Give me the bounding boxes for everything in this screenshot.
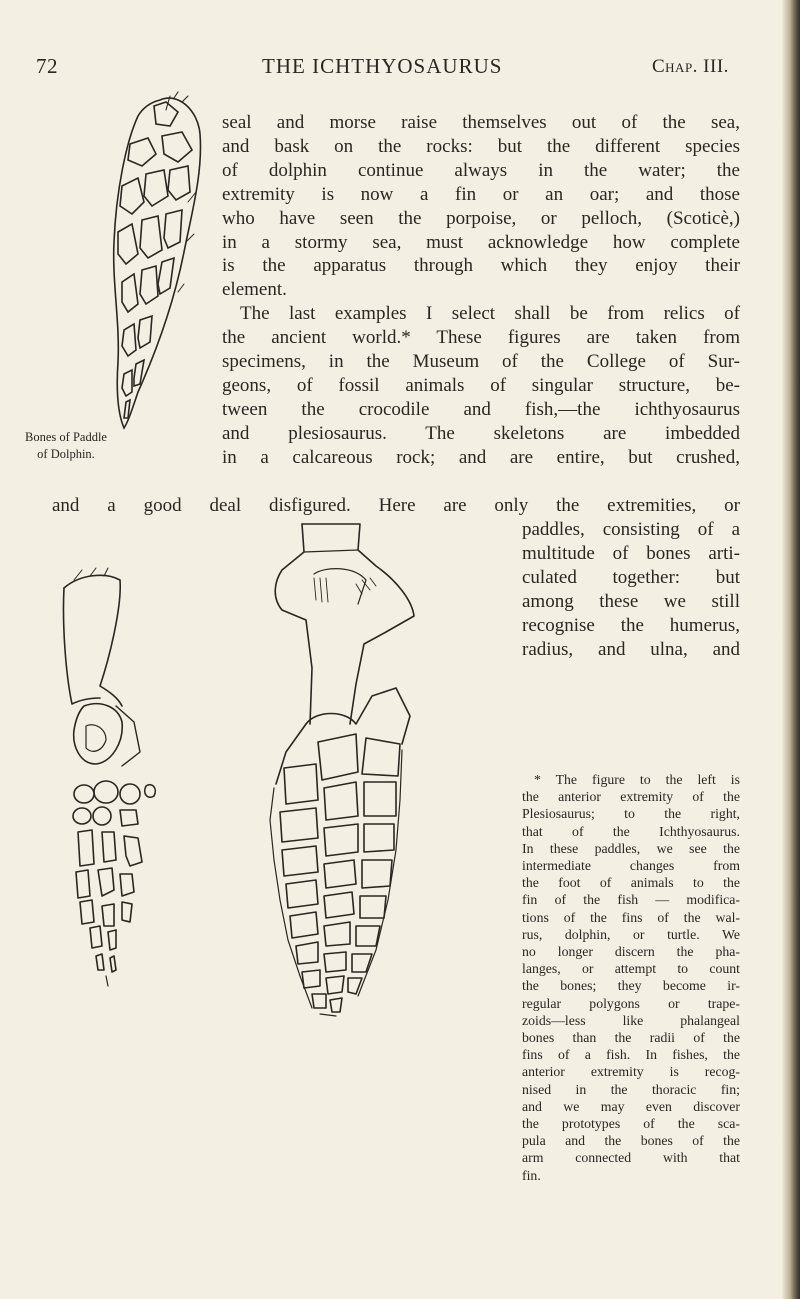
text-line: who have seen the porpoise, or pelloch, (Scoticè,) xyxy=(222,207,740,229)
footnote-line: intermediate changes from xyxy=(522,858,740,874)
text-line: paddles, consisting of a xyxy=(522,519,740,540)
footnote-line: zoids—less like phalangeal xyxy=(522,1012,740,1028)
text-line: and plesiosaurus. The skeletons are imbedded xyxy=(222,422,740,444)
footnote-line: fin. xyxy=(522,1167,541,1183)
footnote xyxy=(522,771,740,1184)
footnote-line: langes, or attempt to count xyxy=(522,961,740,977)
footnote-line: In these paddles, we see the xyxy=(522,840,740,856)
right-column-paragraph xyxy=(522,518,740,661)
footnote-line: no longer discern the pha- xyxy=(522,944,740,960)
dolphin-figure-caption xyxy=(20,429,112,463)
text-line: element. xyxy=(222,279,287,301)
footnote-line: the anterior extremity of the xyxy=(522,789,740,805)
chapter-label: Chap. III. xyxy=(652,56,729,77)
text-line: and a good deal disfigured. Here are only the extremities, or xyxy=(52,495,740,516)
text-line: multitude of bones arti- xyxy=(522,542,740,564)
text-line: culated together: but xyxy=(522,566,740,588)
text-line: The last examples I select shall be from relics of xyxy=(240,303,740,325)
text-line: is the apparatus through which they enjoy their xyxy=(222,255,740,277)
footnote-line: nised in the thoracic fin; xyxy=(522,1081,740,1097)
footnote-line: arm connected with that xyxy=(522,1150,740,1166)
plesiosaurus-paddle-illustration xyxy=(50,566,190,986)
page-header xyxy=(0,48,780,88)
dolphin-paddle-illustration xyxy=(108,92,208,432)
text-line: in a calcareous rock; and are entire, but crushed, xyxy=(222,446,740,468)
page-edge xyxy=(782,0,800,1299)
text-line: of dolphin continue always in the water; the xyxy=(222,159,740,181)
footnote-line: the bones; they become ir- xyxy=(522,978,740,994)
footnote-line: the foot of animals to the xyxy=(522,875,740,891)
caption-line: of Dolphin. xyxy=(37,447,95,461)
footnote-line: fins of a fish. In fishes, the xyxy=(522,1047,740,1063)
running-title: THE ICHTHYOSAURUS xyxy=(262,54,503,78)
footnote-line: the prototypes of the sca- xyxy=(522,1116,740,1132)
footnote-line: pula and the bones of the xyxy=(522,1133,740,1149)
footnote-line: Plesiosaurus; to the right, xyxy=(522,806,740,822)
text-line: geons, of fossil animals of singular structure, be- xyxy=(222,374,740,396)
footnote-line: * The figure to the left is xyxy=(534,772,740,787)
main-paragraph xyxy=(222,111,740,470)
footnote-line: anterior extremity is recog- xyxy=(522,1064,740,1080)
footnote-line: tions of the fins of the wal- xyxy=(522,909,740,925)
text-line: among these we still xyxy=(522,590,740,612)
text-line: radius, and ulna, and xyxy=(522,638,740,660)
page-number: 72 xyxy=(36,54,58,78)
footnote-line: bones than the radii of the xyxy=(522,1030,740,1046)
footnote-line: fin of the fish — modifica- xyxy=(522,892,740,908)
text-line: the ancient world.* These figures are taken from xyxy=(222,327,740,349)
footnote-line: rus, dolphin, or turtle. We xyxy=(522,926,740,942)
ichthyosaurus-paddle-illustration xyxy=(246,520,436,1020)
full-width-line xyxy=(52,494,740,518)
footnote-line: regular polygons or trape- xyxy=(522,995,740,1011)
footnote-line: and we may even discover xyxy=(522,1098,740,1114)
caption-line: Bones of Paddle xyxy=(25,430,107,444)
footnote-line: that of the Ichthyosaurus. xyxy=(522,823,740,839)
text-line: specimens, in the Museum of the College of Sur- xyxy=(222,351,740,373)
text-line: recognise the humerus, xyxy=(522,614,740,636)
text-line: and bask on the rocks: but the different species xyxy=(222,135,740,157)
text-line: tween the crocodile and fish,—the ichthyosaurus xyxy=(222,398,740,420)
text-line: seal and morse raise themselves out of the sea, xyxy=(222,112,740,133)
text-line: extremity is now a fin or an oar; and those xyxy=(222,183,740,205)
text-line: in a stormy sea, must acknowledge how complete xyxy=(222,231,740,253)
